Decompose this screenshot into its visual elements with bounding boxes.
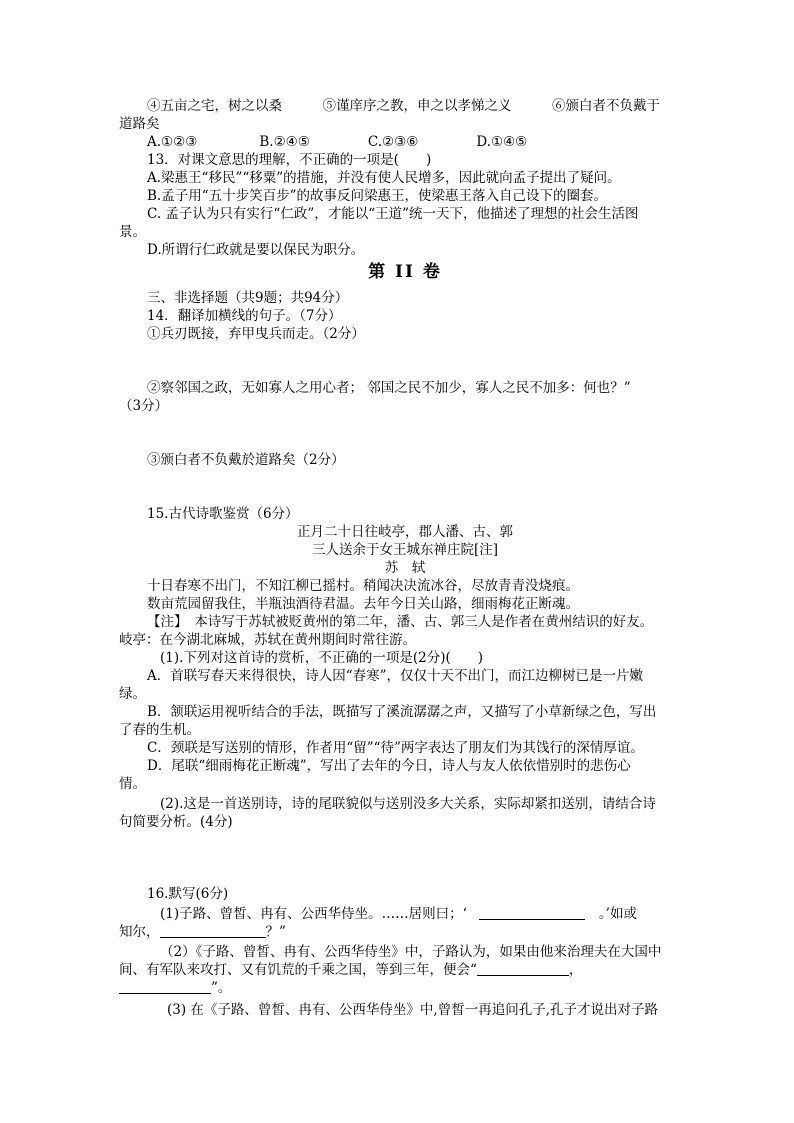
q16-p2b-text: 间、有军队来攻打、又有饥荒的千乘之国，等到三年，便会“ <box>119 962 477 978</box>
q15-option-d-line1: D．尾联“细雨梅花正断魂”，写出了去年的今日，诗人与友人依依惜别时的悲伤心 <box>147 758 631 774</box>
q16-p3-line1: (3) 在《子路、曾皙、冉有、公西华侍坐》中,曾皙一再追问孔子,孔子才说出对子路 <box>167 1002 658 1018</box>
q16-p1-text: (1)子路、曾皙、冉有、公西华侍坐。……居则曰；‘ <box>160 906 467 922</box>
answer-blank[interactable] <box>160 923 266 938</box>
q13-option-c-line1: C. 孟子认为只有实行“仁政”，才能以“王道”统一天下，他描述了理想的社会生活图 <box>147 206 639 222</box>
q12-items-line: ④五亩之宅，树之以桑 ⑤谨庠序之教，申之以孝悌之义 ⑥颁白者不负戴于 <box>147 98 660 114</box>
poem-title-line2: 三人送余于女王城东禅庄院[注] <box>311 542 499 558</box>
answer-blank[interactable] <box>119 979 211 994</box>
q15-stem: 15.古代诗歌鉴赏（6分） <box>147 506 299 522</box>
q16-p1-line2 <box>119 923 687 941</box>
q12-options <box>147 133 687 151</box>
poem-verse-1: 十日春寒不出门，不知江柳已摇村。稍闻决决流冰谷，尽放青青没烧痕。 <box>147 578 579 594</box>
q13-stem: 13．对课文意思的理解，不正确的一项是( ) <box>147 152 432 168</box>
q15-option-a-line2: 绿。 <box>119 686 146 702</box>
poem-note-line2: 岐亭：在今湖北麻城，苏轼在黄州期间时常往游。 <box>119 632 416 648</box>
q12-items-cont: 道路矣 <box>119 116 160 132</box>
q16-p1b-text-end: ？” <box>265 924 286 940</box>
q12-option-a: A.①②③ <box>147 134 198 150</box>
q15-sub1-stem: (1).下列对这首诗的赏析，不正确的一项是(2分)( ) <box>160 650 484 666</box>
q14-sentence-2-line2: （3分） <box>119 398 169 414</box>
answer-blank[interactable] <box>477 961 569 976</box>
q15-option-d-line2: 情。 <box>119 776 146 792</box>
poem-verse-2: 数亩荒园留我住，半瓶浊酒待君温。去年今日关山路，细雨梅花正断魂。 <box>147 596 579 612</box>
q15-option-b-line2: 了春的生机。 <box>119 722 200 738</box>
q13-option-a: A.梁惠王“移民”“移粟”的措施，并没有使人民增多，因此就向孟子提出了疑问。 <box>147 170 621 186</box>
q16-p2b-text-end: ， <box>568 962 583 978</box>
poem-author: 苏 轼 <box>384 560 426 576</box>
q12-option-c: C.②③⑥ <box>367 134 419 150</box>
q15-option-c: C．颈联是写送别的情形，作者用“留”“待”两字表达了朋友们为其饯行的深情厚谊。 <box>147 740 644 756</box>
q16-p2-line2 <box>119 961 687 979</box>
poem-title-line1: 正月二十日往岐亭，郡人潘、古、郭 <box>297 524 513 540</box>
q14-sentence-2-line1: ②察邻国之政，无如寡人之用心者； 邻国之民不加少，寡人之民不加多：何也？” <box>147 380 631 396</box>
volume-title: 第 II 卷 <box>368 262 442 282</box>
q16-p2c-text-end: ”。 <box>211 980 232 996</box>
q16-p1b-text: 知尔， <box>119 924 160 940</box>
q12-option-d: D.①④⑤ <box>476 134 528 150</box>
q15-sub2-line2: 句简要分析。(4分) <box>119 814 233 830</box>
q14-stem: 14．翻译加横线的句子。（7分） <box>147 308 342 324</box>
q13-option-c-line2: 景。 <box>119 224 146 240</box>
q15-option-b-line1: B．颔联运用视听结合的手法，既描写了溪流潺潺之声，又描写了小草新绿之色，写出 <box>147 704 657 720</box>
poem-note-line1: 【注】 本诗写于苏轼被贬黄州的第二年，潘、古、郭三人是作者在黄州结识的好友。 <box>147 614 654 630</box>
q13-option-b: B.孟子用“五十步笑百步”的故事反问梁惠王，使梁惠王落入自己设下的圈套。 <box>147 188 608 204</box>
q14-sentence-3: ③颁白者不负戴於道路矣（2分） <box>147 452 345 468</box>
q14-sentence-1: ①兵刃既接，弃甲曳兵而走。（2分） <box>147 326 365 342</box>
q12-option-b: B.②④⑤ <box>259 134 310 150</box>
answer-blank[interactable] <box>479 905 585 920</box>
q16-p2-line1: （2）《子路、曾皙、冉有、公西华侍坐》中，子路认为，如果由他来治理夫在大国中 <box>160 944 662 960</box>
q16-p1-line1 <box>160 905 700 923</box>
q15-sub2-line1: (2).这是一首送别诗，诗的尾联貌似与送别没多大关系，实际却紧扣送别，请结合诗 <box>160 796 656 812</box>
q16-stem: 16.默写(6分) <box>147 886 229 902</box>
section3-heading: 三、非选择题（共9题；共94分） <box>147 290 349 306</box>
q13-option-d: D.所谓行仁政就是要以保民为职分。 <box>147 242 365 258</box>
q15-option-a-line1: A．首联写春天来得很快，诗人因“春寒”，仅仅十天不出门，而江边柳树已是一片嫩 <box>147 668 644 684</box>
q16-p1-text-end: 。’如或 <box>598 906 637 922</box>
q16-p2-line3 <box>119 979 687 997</box>
